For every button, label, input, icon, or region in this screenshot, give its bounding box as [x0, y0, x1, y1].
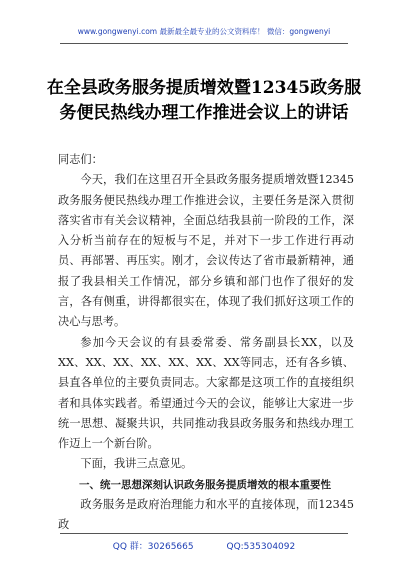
header-divider: [60, 43, 348, 44]
paragraph-1: 今天，我们在这里召开全县政务服务提质增效暨12345政务服务便民热线办理工作推进会议，主要任务是深入贯彻落实省市有关会议精神，全面总结我县前一阶段的工作，深入分析当前存在的短板与不足，并对下一步工作进行再动员、再部署、再压实。刚才，会议传达了省市最新精神，通报了我县相关工作情况，部分乡镇和部门也作了很好的发言，各有侧重，讲得都很实在，体现了我们抓好这项工作的决心与思考。: [58, 173, 354, 329]
page-header: www.gongwenyi.com 最新最全最专业的公文资料库！ 微信：gongwenyi: [77, 27, 331, 36]
paragraph-2: 参加今天会议的有县委常委、常务副县长XX，以及XX、XX、XX、XX、XX、XX、XX等同志，还有各乡镇、县直各单位的主要负责同志。大家都是这项工作的直接组织者和具体实践者。希望通过今天的会议，能够让大家进一步统一思想、凝聚共识，共同推动我县政务服务和热线办理工作迈上一个新台阶。: [58, 335, 354, 451]
footer-qq: QQ:535304092: [226, 542, 296, 552]
title-line-1: 在全县政务服务提质增效暨12345政务服: [46, 78, 362, 98]
footer-qq-group: QQ 群：30265665: [112, 542, 194, 552]
page-footer: [0, 539, 408, 552]
document-body: [58, 150, 354, 536]
paragraph-3: 下面，我讲三点意见。: [80, 457, 193, 471]
paragraph-4: 政务服务是政府治理能力和水平的直接体现，而12345政: [58, 498, 354, 532]
footer-divider: [60, 533, 348, 534]
title-line-2: 务便民热线办理工作推进会议上的讲话: [59, 103, 349, 123]
greeting: 同志们：: [58, 153, 103, 166]
section-heading-1: 一、统一思想深刻认识政务服务提质增效的根本重要性: [79, 478, 331, 491]
document-title: [30, 76, 378, 126]
